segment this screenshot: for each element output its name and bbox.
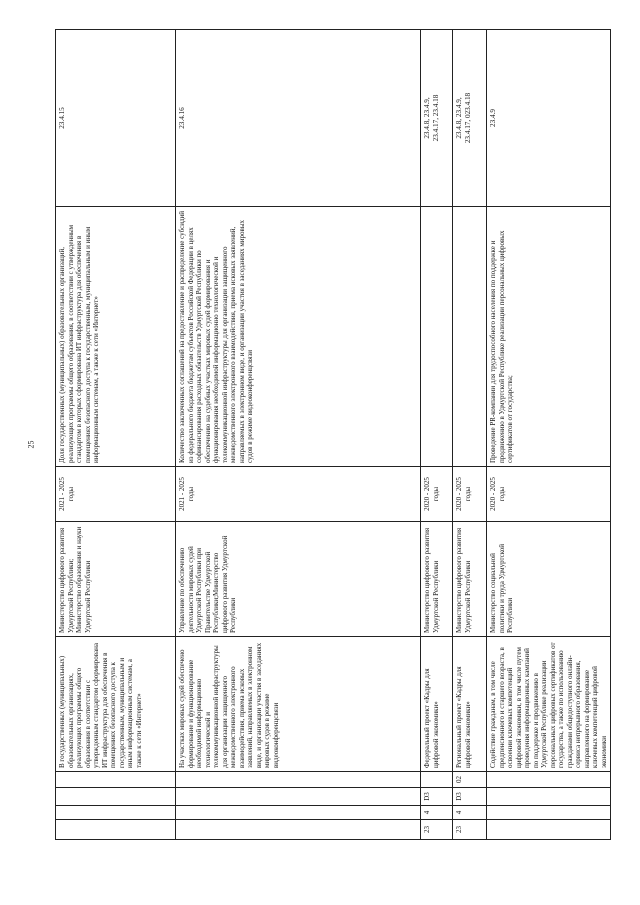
cell-event: Федеральный проект «Кадры для цифровой экономики» — [421, 637, 453, 772]
cell-gp — [176, 820, 421, 840]
rotated-table-wrapper — [55, 30, 608, 840]
cell-pp — [487, 806, 611, 820]
cell-m — [56, 772, 176, 788]
cell-gp: 23 — [453, 820, 487, 840]
cell-om: D3 — [421, 788, 453, 806]
cell-event: Содействие гражданам, в том числе предпенсионного и старшего возраста, в освоении ключевых компетенций цифровой экономики, в том числе путем проведения информационных кампаний по поддержке и продвижению в Удмуртской Республике реализации персональных цифровых сертификатов от государства, а также по использованию гражданами общедоступного онлайн-сервиса непрерывного образования, направленного на формирование ключевых компетенций цифровой экономики — [487, 637, 611, 772]
cell-om — [176, 788, 421, 806]
cell-event: В государственных (муниципальных) образовательных организациях, реализующих программы общего образования в соответствии с утвержденным стандартом сформирована ИТ инфраструктура для обеспечения в помещениях безопасного доступа к государственным, муниципальным и иным информационным системам, а также к сети «Интернет» — [56, 637, 176, 772]
cell-m — [487, 772, 611, 788]
cell-om — [56, 788, 176, 806]
table-row — [421, 30, 453, 840]
cell-om — [487, 788, 611, 806]
table-row — [56, 30, 176, 840]
cell-codes: 23.4.16 — [176, 30, 421, 207]
table-row — [453, 30, 487, 840]
document-sheet — [55, 30, 608, 840]
cell-pp — [56, 806, 176, 820]
cell-indicator — [453, 207, 487, 467]
cell-period: 2020 - 2025 годы — [453, 467, 487, 522]
cell-executor: Министерство цифрового развития Удмуртской Республики — [421, 522, 453, 637]
cell-event: Региональный проект «Кадры для цифровой экономики» — [453, 637, 487, 772]
table-row — [487, 30, 611, 840]
cell-gp — [487, 820, 611, 840]
cell-codes: 23.4.9 — [487, 30, 611, 207]
cell-executor: Министерство цифрового развития Удмуртской Республики; Министерство образования и науки Удмуртской Республики — [56, 522, 176, 637]
cell-period: 2020 - 2025 годы — [421, 467, 453, 522]
cell-executor: Министерство цифрового развития Удмуртской Республики — [453, 522, 487, 637]
cell-pp — [176, 806, 421, 820]
cell-codes: 23.4.15 — [56, 30, 176, 207]
cell-period: 2021 - 2025 годы — [56, 467, 176, 522]
cell-indicator: Проведение PR-компании для трудоспособного населения по поддержке и продвижению в Удмуртской Республике реализации персональных цифровых сертификатов от государства; — [487, 207, 611, 467]
cell-period: 2021 - 2025 годы — [176, 467, 421, 522]
cell-m: 02 — [453, 772, 487, 788]
cell-gp: 23 — [421, 820, 453, 840]
cell-m — [421, 772, 453, 788]
cell-codes: 23.4.8, 23.4.9, 23.4.17, 23.4.18 — [421, 30, 453, 207]
cell-indicator: Доля государственных (муниципальных) образовательных организаций, реализующих программы общего образования, в соответствии с утвержденным стандартом в которых сформирована ИТ инфраструктура для обеспечения в помещениях безопасного доступа к государственным, муниципальным и иным информационным системам, а также к сети «Интернет» — [56, 207, 176, 467]
cell-indicator — [421, 207, 453, 467]
cell-om: D3 — [453, 788, 487, 806]
cell-codes: 23.4.8, 23.4.9, 23.4.17, 023.4.18 — [453, 30, 487, 207]
program-table — [55, 29, 611, 840]
cell-executor: Министерство социальной политики и труда Удмуртской Республики — [487, 522, 611, 637]
cell-period: 2020 - 2025 годы — [487, 467, 611, 522]
cell-event: На участках мировых судей обеспечено формирование и функционирование необходимой информационно технологической и телекоммуникационной инфраструктуры для организации защищенного межведомственного электронного взаимодействия, приема исковых заявлений, направляемых в электронном виде, и организации участия в заседаниях мировых судов в режиме видеоконференцсвязи — [176, 637, 421, 772]
cell-pp: 4 — [421, 806, 453, 820]
cell-pp: 4 — [453, 806, 487, 820]
cell-executor: Управление по обеспечению деятельности мировых судей Удмуртской Республики при Правительстве Удмуртской Республики;Министерство цифрового развития Удмуртской Республики — [176, 522, 421, 637]
table-row — [176, 30, 421, 840]
cell-gp — [56, 820, 176, 840]
cell-indicator: Количество заключенных соглашений на предоставление и распределение субсидий из федерального бюджета бюджетам субъектов Российской Федерации в целях софинансирования расходных обязательств Удмуртской Республики по обеспечению на судебных участках мировых судей формирования и функционирования необходимой информационно технологической и телекоммуникационной инфраструктуры для организации защищенного межведомственного электронного взаимодействия, приема исковых заявлений, направляемых в электронном виде, и организации участия в заседаниях мировых судов в режиме видеоконференцсвязи — [176, 207, 421, 467]
cell-m — [176, 772, 421, 788]
page-number: 25 — [26, 440, 36, 449]
